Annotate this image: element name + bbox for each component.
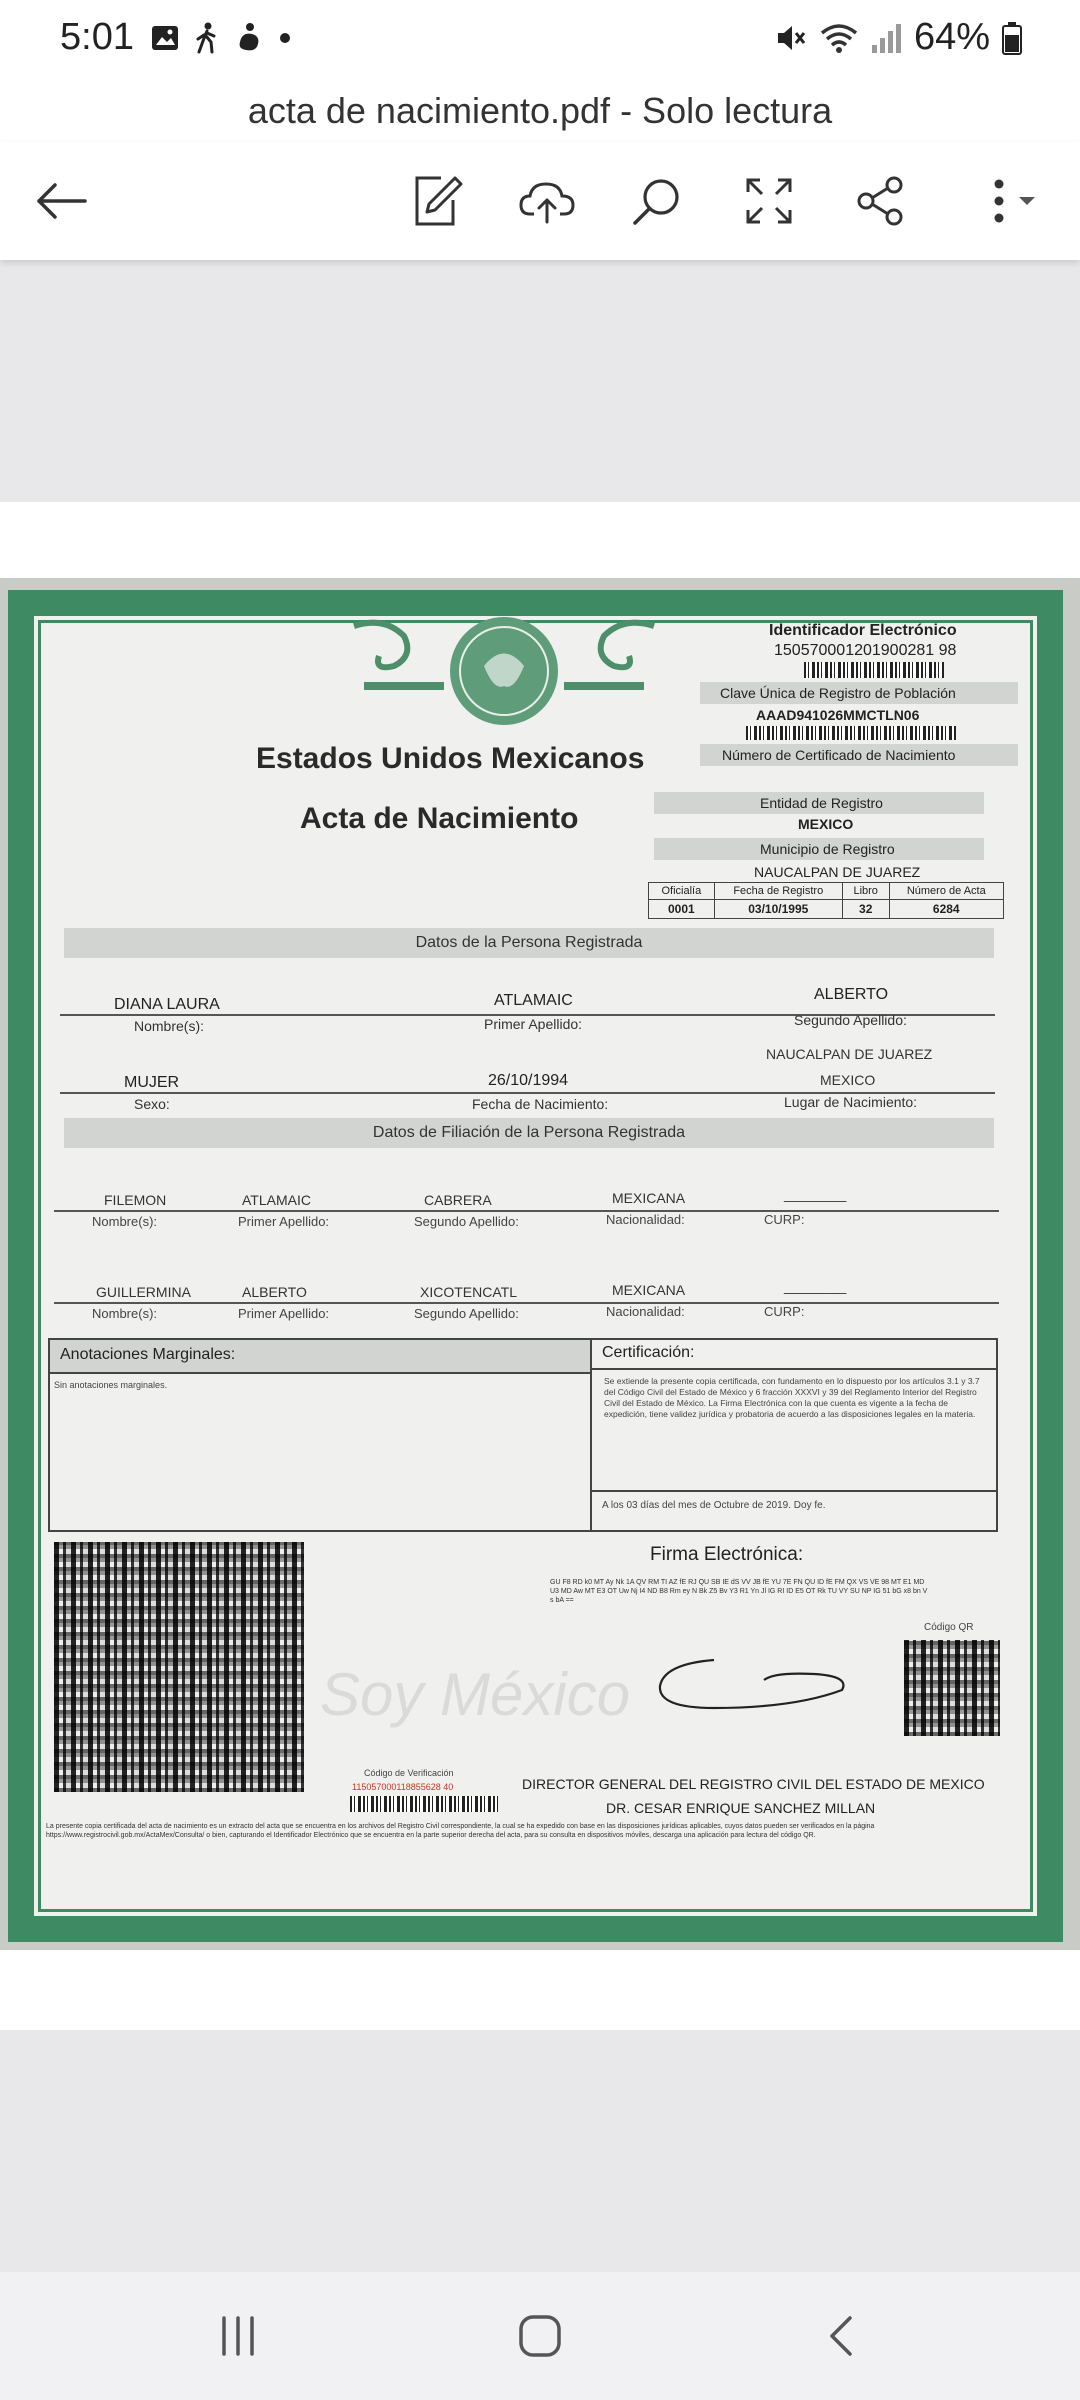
- edit-button[interactable]: [404, 168, 470, 234]
- parent1-curp: ________: [784, 1186, 847, 1202]
- parent2-curp: ________: [784, 1278, 847, 1294]
- pdf-page[interactable]: [0, 578, 1080, 1950]
- person-names-label: Nombre(s):: [134, 1018, 205, 1034]
- parent1-names: FILEMON: [104, 1192, 167, 1208]
- more-button[interactable]: [970, 168, 1050, 234]
- person-first-surname: ATLAMAIC: [494, 992, 573, 1009]
- more-icon: [975, 176, 1045, 226]
- next-page-area: [0, 2030, 1080, 2272]
- home-button[interactable]: [510, 2306, 570, 2366]
- fullscreen-button[interactable]: [736, 168, 802, 234]
- status-time: 5:01: [60, 16, 134, 58]
- electronic-id-value: 150570001201900281 98: [774, 642, 957, 659]
- registry-book: 32: [842, 900, 889, 919]
- section-person-band: [64, 928, 994, 958]
- country-title: Estados Unidos Mexicanos: [256, 742, 645, 775]
- certification-date: A los 03 días del mes de Octubre de 2019. Doy fe.: [602, 1500, 826, 1511]
- share-icon: [856, 176, 906, 226]
- director-name: DR. CESAR ENRIQUE SANCHEZ MILLAN: [606, 1800, 876, 1816]
- section-filiation-band: [64, 1118, 994, 1148]
- annotations-box: [48, 1338, 592, 1532]
- director-title: DIRECTOR GENERAL DEL REGISTRO CIVIL DEL ESTADO DE MEXICO: [522, 1776, 985, 1792]
- back-arrow-icon: [35, 181, 87, 221]
- soy-mexico-watermark: Soy México: [320, 1661, 631, 1728]
- parent1-curp-label: CURP:: [764, 1212, 805, 1227]
- toolbar: [0, 142, 1080, 260]
- annotations-label: Anotaciones Marginales:: [60, 1346, 236, 1363]
- recents-icon: [216, 2314, 260, 2358]
- verification-code: 115057000118855628 40: [352, 1782, 454, 1792]
- registry-header: Fecha de Registro: [714, 883, 842, 900]
- parent2-nationality-label: Nacionalidad:: [606, 1304, 685, 1319]
- cert-number-label: Número de Certificado de Nacimiento: [722, 747, 956, 763]
- parent1-nationality-label: Nacionalidad:: [606, 1212, 685, 1227]
- section-filiation-title: Datos de Filiación de la Persona Registrada: [372, 1124, 686, 1141]
- wifi-icon: [820, 21, 858, 55]
- signal-icon: [870, 21, 902, 55]
- upload-button[interactable]: [514, 168, 580, 234]
- recents-button[interactable]: [208, 2306, 268, 2366]
- nav-back-icon: [822, 2312, 862, 2360]
- document-type-title: Acta de Nacimiento: [300, 802, 579, 835]
- curp-value: AAAD941026MMCTLN06: [756, 707, 920, 723]
- fullscreen-icon: [744, 176, 794, 226]
- parent2-names: GUILLERMINA: [96, 1284, 191, 1300]
- search-button[interactable]: [624, 168, 690, 234]
- parent2-nationality: MEXICANA: [612, 1282, 686, 1298]
- home-icon: [516, 2312, 564, 2360]
- registry-header: Número de Acta: [889, 883, 1003, 900]
- electronic-id-label: Identificador Electrónico: [769, 622, 957, 639]
- parent2-curp-label: CURP:: [764, 1304, 805, 1319]
- verification-label: Código de Verificación: [364, 1768, 454, 1778]
- edit-icon: [411, 174, 463, 228]
- parent2-first-surname: ALBERTO: [242, 1284, 307, 1300]
- certification-label: Certificación:: [602, 1344, 695, 1361]
- person-first-surname-label: Primer Apellido:: [484, 1016, 583, 1032]
- dot-icon: [278, 31, 292, 45]
- large-qr-code: [54, 1542, 304, 1792]
- person-birth-place-label: Lugar de Nacimiento:: [784, 1094, 918, 1110]
- birth-certificate: [8, 590, 1063, 1942]
- section-person-title: Datos de la Persona Registrada: [415, 934, 643, 951]
- mute-icon: [774, 21, 808, 55]
- image-icon: [150, 23, 180, 53]
- back-button[interactable]: [28, 168, 94, 234]
- status-icons-right: [774, 16, 1022, 59]
- curp-barcode: [746, 726, 956, 740]
- parent2-second-surname: XICOTENCATL: [420, 1284, 517, 1300]
- search-icon: [631, 175, 683, 227]
- signature-label: Firma Electrónica:: [650, 1544, 804, 1565]
- person-sex: MUJER: [124, 1074, 180, 1091]
- person-birth-date: 26/10/1994: [488, 1072, 569, 1089]
- parent1-first-surname-label: Primer Apellido:: [238, 1214, 330, 1229]
- document-title: acta de nacimiento.pdf - Solo lectura: [247, 90, 833, 131]
- status-icons-left: [150, 22, 292, 54]
- entity-label: Entidad de Registro: [760, 795, 883, 811]
- id-barcode: [804, 662, 944, 678]
- share-button[interactable]: [848, 168, 914, 234]
- entity-value: MEXICO: [798, 816, 854, 832]
- certification-text: Se extiende la presente copia certificada, con fundamento en lo dispuesto por los artículos 3.1 y 3.7 del Código Civil del Estado de México y 6 fracción XXXVI y 39 del Reglamento Interior del Registro Civil del Estado de México. La Firma Electrónica con la que cuenta es vigente a la fecha de expedición, tiene validez jurídica y probatoria de acuerdo a las disposiciones legales en la materia.: [604, 1376, 980, 1419]
- footer-legal-text: La presente copia certificada del acta de nacimiento es un extracto del acta que se encuentra en los archivos del Registro Civil correspondiente, la cual se ha expedido con base en las disposiciones jurídicas aplicables, cuyos datos pueden ser verificados en la página https://www.registrocivil.gob.mx/ActaMex/Consulta/ o bien, capturando el Identificador Electrónico que se encuentra en la parte superior derecha del acta, para su consulta en dispositivos móviles, descarga una aplicación para lectura del código QR.: [46, 1823, 875, 1839]
- annotations-text: Sin anotaciones marginales.: [54, 1380, 168, 1390]
- parent1-nationality: MEXICANA: [612, 1190, 686, 1206]
- parent1-first-surname: ATLAMAIC: [242, 1192, 311, 1208]
- signature-scribble: [654, 1646, 854, 1726]
- small-qr-code: [904, 1640, 1000, 1736]
- qr-label: Código QR: [924, 1622, 974, 1633]
- person-names: DIANA LAURA: [114, 996, 220, 1013]
- registry-act-number: 6284: [889, 900, 1003, 919]
- municipality-label: Municipio de Registro: [760, 841, 895, 857]
- person-birth-date-label: Fecha de Nacimiento:: [472, 1096, 609, 1112]
- national-emblem-icon: [344, 616, 664, 736]
- person-second-surname: ALBERTO: [814, 986, 889, 1003]
- cloud-upload-icon: [518, 178, 576, 224]
- birth-place-line2: MEXICO: [820, 1072, 876, 1088]
- parent2-first-surname-label: Primer Apellido:: [238, 1306, 330, 1321]
- verification-barcode: [350, 1796, 498, 1812]
- registry-office: 0001: [649, 900, 715, 919]
- curp-label: Clave Única de Registro de Población: [720, 685, 956, 701]
- nav-back-button[interactable]: [812, 2306, 872, 2366]
- parent1-second-surname-label: Segundo Apellido:: [414, 1214, 519, 1229]
- signature-hash: GU F8 RD k0 MT Ay Nk 1A QV RM TI AZ fE RJ QU SB IE dS VV JB fE YU 7E FN QU ID fE FM QX VS VE 98 MT E1 MD U3 MD Aw MT E3 OT Uw Nj I4 ND B8 Rm ey N Bk Z5 Bv Y3 R1 Yn Jl IG RI ID E5 OT Rk TU VY SU NP IG 51 bG x8 bn Vs bA ==: [550, 1579, 928, 1604]
- registry-table: [648, 882, 1004, 919]
- system-nav-bar: [0, 2272, 1080, 2400]
- person-second-surname-label: Segundo Apellido:: [794, 1012, 907, 1028]
- battery-icon: [1002, 21, 1022, 55]
- battery-percent: 64%: [913, 16, 990, 58]
- birth-place-line1: NAUCALPAN DE JUAREZ: [766, 1046, 933, 1062]
- previous-page-area: [0, 260, 1080, 502]
- person-sex-label: Sexo:: [134, 1096, 170, 1112]
- fitness-icon: [234, 22, 264, 54]
- walk-icon: [194, 22, 220, 54]
- parent1-second-surname: CABRERA: [424, 1192, 492, 1208]
- registry-date: 03/10/1995: [714, 900, 842, 919]
- municipality-value: NAUCALPAN DE JUAREZ: [754, 864, 921, 880]
- certification-box: [590, 1338, 998, 1532]
- registry-header: Oficialía: [649, 883, 715, 900]
- parent2-second-surname-label: Segundo Apellido:: [414, 1306, 519, 1321]
- parent1-names-label: Nombre(s):: [92, 1214, 158, 1229]
- parent2-names-label: Nombre(s):: [92, 1306, 158, 1321]
- registry-header: Libro: [842, 883, 889, 900]
- status-bar: [0, 0, 1080, 80]
